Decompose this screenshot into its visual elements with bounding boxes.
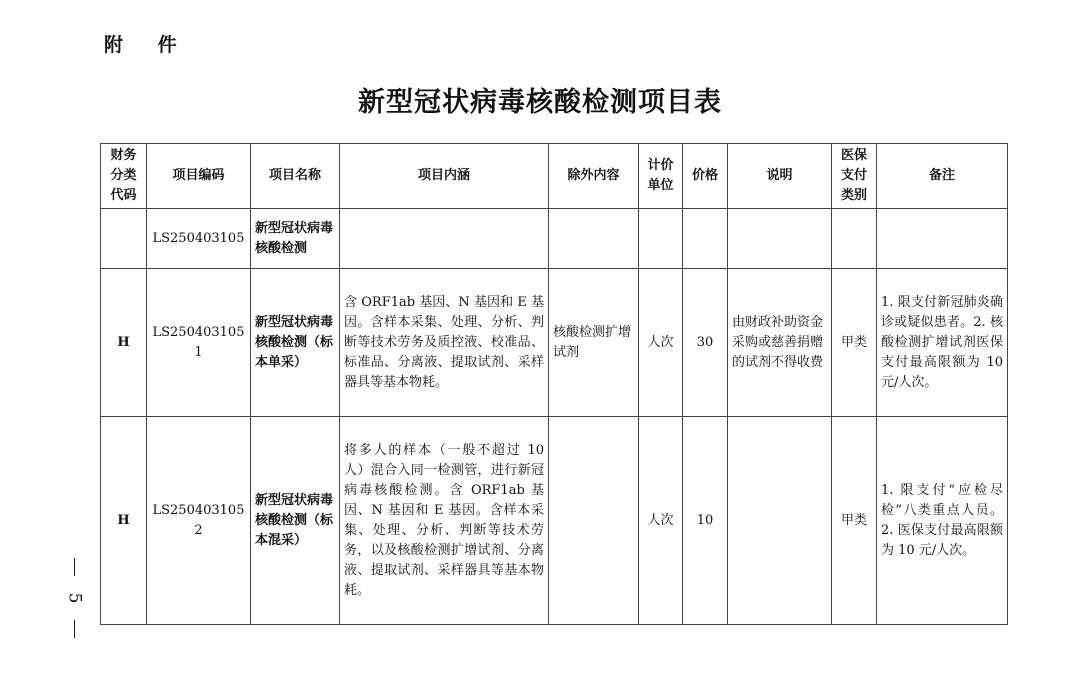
cell-price: 30 bbox=[683, 269, 728, 417]
cell-item-code: LS2504031052 bbox=[147, 417, 251, 625]
table-row bbox=[101, 209, 1008, 269]
cell-content bbox=[340, 209, 549, 269]
page-number-group bbox=[64, 558, 84, 638]
cell-code: H bbox=[101, 417, 147, 625]
table-header-row bbox=[101, 144, 1008, 209]
col-header-remark: 备注 bbox=[877, 144, 1008, 209]
col-header-insurance: 医保支付类别 bbox=[832, 144, 877, 209]
cell-unit: 人次 bbox=[639, 417, 683, 625]
col-header-content: 项目内涵 bbox=[340, 144, 549, 209]
cell-remark: 1. 限支付“应检尽检”八类重点人员。2. 医保支付最高限额为 10 元/人次。 bbox=[877, 417, 1008, 625]
col-header-note: 说明 bbox=[728, 144, 832, 209]
cell-note: 由财政补助资金采购或慈善捐赠的试剂不得收费 bbox=[728, 269, 832, 417]
attachment-label: 附 件 bbox=[104, 34, 191, 56]
col-header-item-name: 项目名称 bbox=[251, 144, 340, 209]
cell-insurance: 甲类 bbox=[832, 417, 877, 625]
table-row bbox=[101, 417, 1008, 625]
cell-exclusion bbox=[549, 209, 639, 269]
cell-name: 新型冠状病毒核酸检测（标本单采） bbox=[251, 269, 340, 417]
cell-exclusion: 核酸检测扩增试剂 bbox=[549, 269, 639, 417]
cell-note bbox=[728, 417, 832, 625]
page-dash-bottom bbox=[74, 620, 75, 638]
cell-code bbox=[101, 209, 147, 269]
cell-code: H bbox=[101, 269, 147, 417]
page-number: 5 bbox=[63, 592, 84, 604]
cell-insurance bbox=[832, 209, 877, 269]
table-row bbox=[101, 269, 1008, 417]
cell-name: 新型冠状病毒核酸检测 bbox=[251, 209, 340, 269]
cell-content: 将多人的样本（一般不超过 10 人）混合入同一检测管，进行新冠病毒核酸检测。含 ORF1ab 基因、N 基因和 E 基因。含样本采集、处理、分析、判断等技术劳务，以及核酸检测扩增试剂、分离液、提取试剂、采样器具等基本物耗。 bbox=[340, 417, 549, 625]
cell-note bbox=[728, 209, 832, 269]
cell-price: 10 bbox=[683, 417, 728, 625]
project-table bbox=[100, 143, 1008, 625]
col-header-item-code: 项目编码 bbox=[147, 144, 251, 209]
cell-insurance: 甲类 bbox=[832, 269, 877, 417]
cell-item-code: LS250403105 bbox=[147, 209, 251, 269]
cell-exclusion bbox=[549, 417, 639, 625]
col-header-unit: 计价单位 bbox=[639, 144, 683, 209]
cell-remark: 1. 限支付新冠肺炎确诊或疑似患者。2. 核酸检测扩增试剂医保支付最高限额为 10 元/人次。 bbox=[877, 269, 1008, 417]
cell-unit bbox=[639, 209, 683, 269]
page-dash-top bbox=[74, 558, 75, 576]
cell-price bbox=[683, 209, 728, 269]
cell-content: 含 ORF1ab 基因、N 基因和 E 基因。含样本采集、处理、分析、判断等技术劳务及质控液、校准品、标准品、分离液、提取试剂、采样器具等基本物耗。 bbox=[340, 269, 549, 417]
cell-name: 新型冠状病毒核酸检测（标本混采） bbox=[251, 417, 340, 625]
cell-item-code: LS2504031051 bbox=[147, 269, 251, 417]
col-header-exclusion: 除外内容 bbox=[549, 144, 639, 209]
page-title: 新型冠状病毒核酸检测项目表 bbox=[358, 87, 722, 118]
cell-remark bbox=[877, 209, 1008, 269]
col-header-finance-code: 财务分类代码 bbox=[101, 144, 147, 209]
cell-unit: 人次 bbox=[639, 269, 683, 417]
col-header-price: 价格 bbox=[683, 144, 728, 209]
